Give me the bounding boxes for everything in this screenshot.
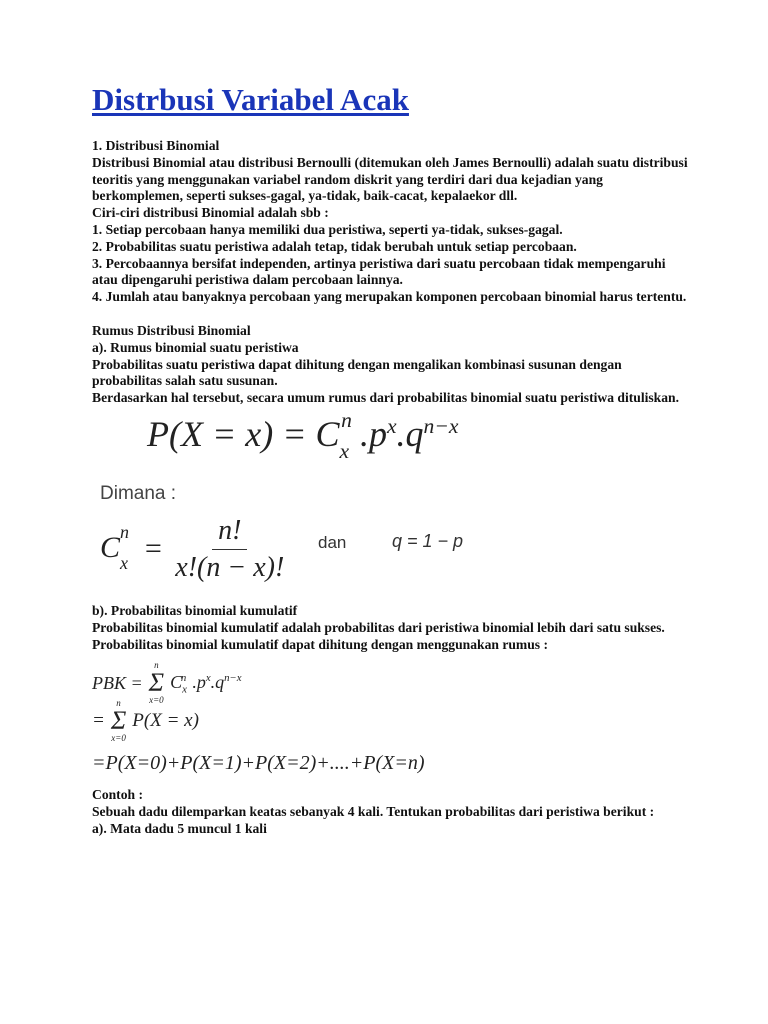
- dan-label: dan: [318, 532, 347, 552]
- page-title[interactable]: Distrbusi Variabel Acak: [92, 82, 409, 117]
- q-formula: q = 1 − p: [392, 530, 464, 551]
- rumus-b-heading: b). Probabilitas binomial kumulatif: [92, 602, 298, 618]
- ciri-item: 1. Setiap percobaan hanya memiliki dua peristiwa, seperti ya-tidak, sukses-gagal.: [92, 221, 563, 237]
- rumus-heading: Rumus Distribusi Binomial: [92, 322, 251, 338]
- rumus-a-text: Probabilitas suatu peristiwa dapat dihitung dengan mengalikan kombinasi susunan dengan probabilitas salah satu susunan.: [92, 356, 622, 389]
- rumus-a-heading: a). Rumus binomial suatu peristiwa: [92, 339, 299, 355]
- rumus-b-text: Probabilitas binomial kumulatif dapat dihitung dengan menggunakan rumus :: [92, 636, 549, 652]
- ciri-intro: Ciri-ciri distribusi Binomial adalah sbb :: [92, 205, 329, 221]
- document-page: [92, 80, 692, 838]
- sum-row: = n Σ x=0 P(X = x): [92, 698, 199, 744]
- rumus-b-text: Probabilitas binomial kumulatif adalah probabilitas dari peristiwa binomial lebih dari satu sukses.: [92, 619, 665, 635]
- dimana-label: Dimana :: [100, 482, 177, 504]
- contoh-item: a). Mata dadu 5 muncul 1 kali: [92, 820, 267, 836]
- rumus-a-text: Berdasarkan hal tersebut, secara umum rumus dari probabilitas binomial suatu peristiwa dituliskan.: [92, 390, 680, 406]
- ciri-item: 4. Jumlah atau banyaknya percobaan yang merupakan komponen percobaan binomial harus tertentu.: [92, 289, 687, 305]
- expanded-sum-row: =P(X=0)+P(X=1)+P(X=2)+....+P(X=n): [92, 752, 425, 775]
- ciri-item: 3. Percobaannya bersifat independen, artinya peristiwa dari suatu percobaan tidak mempengaruhi atau dipengaruhi peristiwa dalam percobaan lainnya.: [92, 255, 666, 288]
- ciri-item: 2. Probabilitas suatu peristiwa adalah tetap, tidak berubah untuk setiap percobaan.: [92, 238, 577, 254]
- binomial-definition: Distribusi Binomial atau distribusi Bernoulli (ditemukan oleh James Bernoulli) adalah suatu distribusi teoritis yang menggunakan variabel random diskrit yang terdiri dari dua kejadian yang berkomplemen, seperti sukses-gagal, ya-tidak, baik-cacat, kepalaekor dll.: [92, 154, 688, 204]
- contoh-heading: Contoh :: [92, 787, 143, 803]
- contoh-text: Sebuah dadu dilemparkan keatas sebanyak 4 kali. Tentukan probabilitas dari peristiwa berikut :: [92, 804, 655, 820]
- binomial-formula-image: [92, 407, 692, 603]
- section-heading-binomial: 1. Distribusi Binomial: [92, 138, 220, 153]
- binomial-formula: $P(X = x) = C_x^n$ $.p^x.q^{n-x}$: [147, 407, 459, 464]
- cumulative-formula-image: [92, 657, 692, 777]
- pbk-row: PBK = n Σ x=0 $C_x^n$ $.p^x.q^{n-x}$: [92, 660, 242, 706]
- combination-formula: $C_x^n$ = $\frac{n!}{x!(n - x)!}$: [100, 514, 285, 583]
